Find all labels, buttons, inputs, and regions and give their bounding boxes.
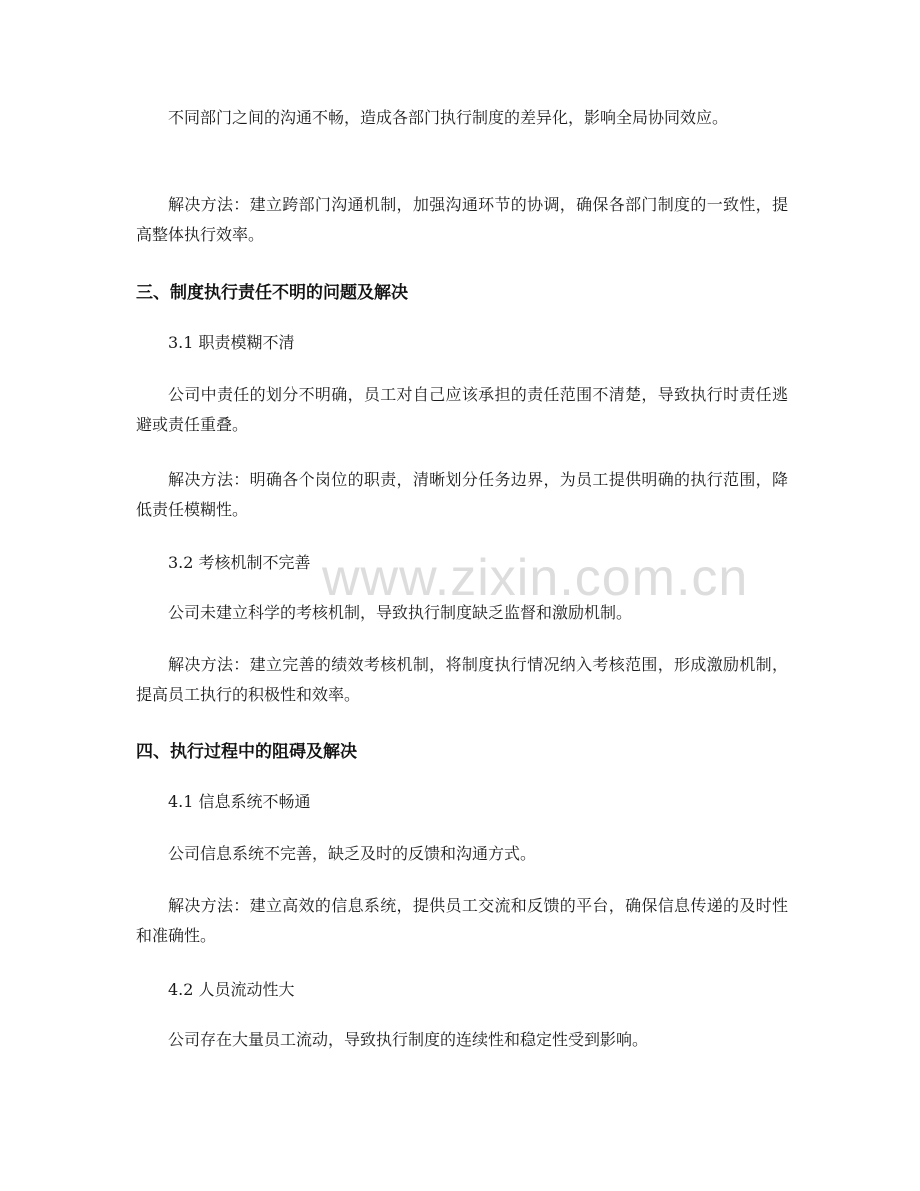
paragraph: 解决方法：建立完善的绩效考核机制，将制度执行情况纳入考核范围，形成激励机制，提高员工执行的积极性和效率。 (136, 655, 788, 704)
paragraph: 解决方法：建立高效的信息系统，提供员工交流和反馈的平台，确保信息传递的及时性和准确性。 (136, 896, 788, 945)
subsection-heading: 3.1 职责模糊不清 (168, 333, 295, 352)
paragraph: 解决方法：明确各个岗位的职责，清晰划分任务边界，为员工提供明确的执行范围，降低责任模糊性。 (136, 470, 788, 519)
paragraph: 公司中责任的划分不明确，员工对自己应该承担的责任范围不清楚，导致执行时责任逃避或责任重叠。 (136, 385, 788, 434)
paragraph: 公司未建立科学的考核机制，导致执行制度缺乏监督和激励机制。 (168, 603, 633, 622)
section-heading: 三、制度执行责任不明的问题及解决 (136, 283, 408, 303)
paragraph: 解决方法：建立跨部门沟通机制，加强沟通环节的协调，确保各部门制度的一致性，提高整体执行效率。 (136, 195, 788, 244)
paragraph: 公司存在大量员工流动，导致执行制度的连续性和稳定性受到影响。 (168, 1030, 649, 1049)
paragraph: 公司信息系统不完善，缺乏及时的反馈和沟通方式。 (168, 844, 537, 863)
subsection-heading: 3.2 考核机制不完善 (168, 553, 311, 572)
watermark: www.zixin.com.cn (322, 549, 749, 607)
section-heading: 四、执行过程中的阻碍及解决 (136, 742, 357, 762)
subsection-heading: 4.1 信息系统不畅通 (168, 792, 311, 811)
paragraph: 不同部门之间的沟通不畅，造成各部门执行制度的差异化，影响全局协同效应。 (168, 108, 729, 127)
subsection-heading: 4.2 人员流动性大 (168, 980, 295, 999)
